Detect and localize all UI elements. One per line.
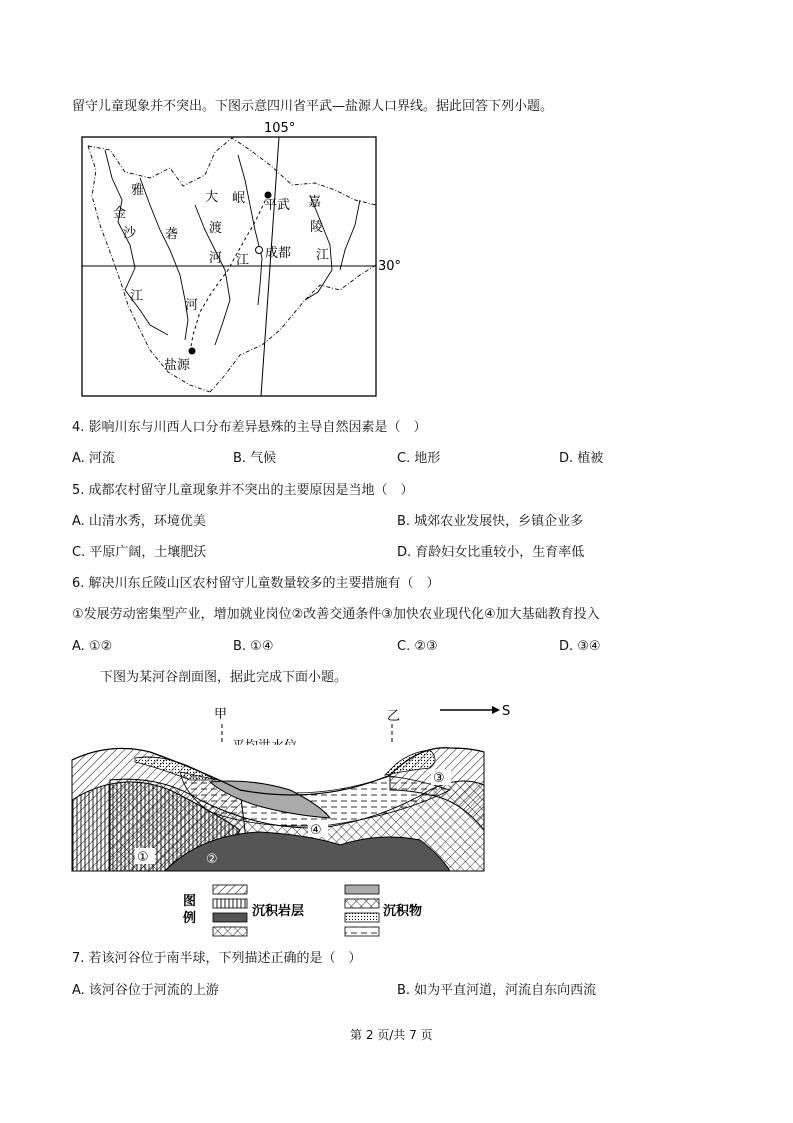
q7-option-b[interactable]: B. 如为平直河道，河流自东向西流 (397, 983, 597, 998)
label-3: ③ (433, 771, 445, 786)
map-label: 江 (130, 289, 144, 304)
lon-label: 105° (264, 121, 296, 136)
q4-option-b[interactable]: B. 气候 (233, 451, 277, 466)
map-label: 河 (185, 298, 199, 313)
q5-option-a[interactable]: A. 山清水秀，环境优美 (72, 514, 206, 529)
map-label: 陵 (310, 220, 324, 235)
q6-option-c[interactable]: C. ②③ (397, 639, 438, 654)
q5-option-b[interactable]: B. 城郊农业发展快，乡镇企业多 (397, 514, 584, 529)
q7-option-a[interactable]: A. 该河谷位于河流的上游 (72, 983, 219, 998)
legend-title-1: 图 (183, 894, 197, 909)
label-1: ① (137, 850, 149, 865)
legend-rock: 沉积岩层 (252, 904, 305, 919)
jia-label: 甲 (214, 707, 228, 722)
q6-option-d[interactable]: D. ③④ (559, 639, 601, 654)
q4-option-d[interactable]: D. 植被 (559, 451, 604, 466)
q6-measures: ①发展劳动密集型产业，增加就业岗位②改善交通条件③加快农业现代化④加大基础教育投入 (72, 607, 600, 622)
q7-stem: 7. 若该河谷位于南半球，下列描述正确的是（ ） (72, 951, 362, 966)
q6-stem: 6. 解决川东丘陵山区农村留守儿童数量较多的主要措施有（ ） (72, 576, 440, 591)
q5-option-d[interactable]: D. 育龄妇女比重较小，生育率低 (397, 545, 585, 560)
map-label: 岷 (232, 191, 246, 206)
map-label: 嘉 (308, 195, 322, 210)
q6-option-a[interactable]: A. ①② (72, 639, 113, 654)
south-label: S (502, 704, 511, 719)
label-2: ② (206, 852, 218, 867)
label-4: ④ (310, 823, 322, 838)
page-footer: 第 2 页/共 7 页 (350, 1028, 433, 1042)
q5-stem: 5. 成都农村留守儿童现象并不突出的主要原因是当地（ ） (72, 483, 414, 498)
map-label: 成都 (265, 246, 292, 261)
map-label: 砻 (165, 227, 179, 242)
map-label: 金 (113, 206, 127, 221)
map-label: 大 (205, 190, 219, 205)
map-label: 河 (209, 251, 223, 266)
map-label: 沙 (123, 226, 137, 241)
map-label: 江 (316, 248, 330, 263)
q6-option-b[interactable]: B. ①④ (233, 639, 274, 654)
legend-sediment: 沉积物 (383, 904, 423, 919)
map-label: 盐源 (164, 358, 191, 373)
map-label: 渡 (209, 221, 223, 236)
q4-option-a[interactable]: A. 河流 (72, 451, 115, 466)
yi-label: 乙 (387, 709, 401, 724)
map-label: 雅 (131, 183, 145, 198)
q4-stem: 4. 影响川东与川西人口分布差异悬殊的主导自然因素是（ ） (72, 420, 427, 435)
legend-title-2: 例 (183, 911, 197, 926)
map-label: 平武 (264, 198, 291, 213)
intro-text: 留守儿童现象并不突出。下图示意四川省平武—盐源人口界线。据此回答下列小题。 (72, 99, 554, 114)
section2-intro: 下图为某河谷剖面图，据此完成下面小题。 (100, 670, 348, 685)
lat-label: 30° (378, 259, 402, 274)
q4-option-c[interactable]: C. 地形 (397, 451, 441, 466)
q5-option-c[interactable]: C. 平原广阔，土壤肥沃 (72, 545, 207, 560)
map-label: 江 (236, 253, 250, 268)
